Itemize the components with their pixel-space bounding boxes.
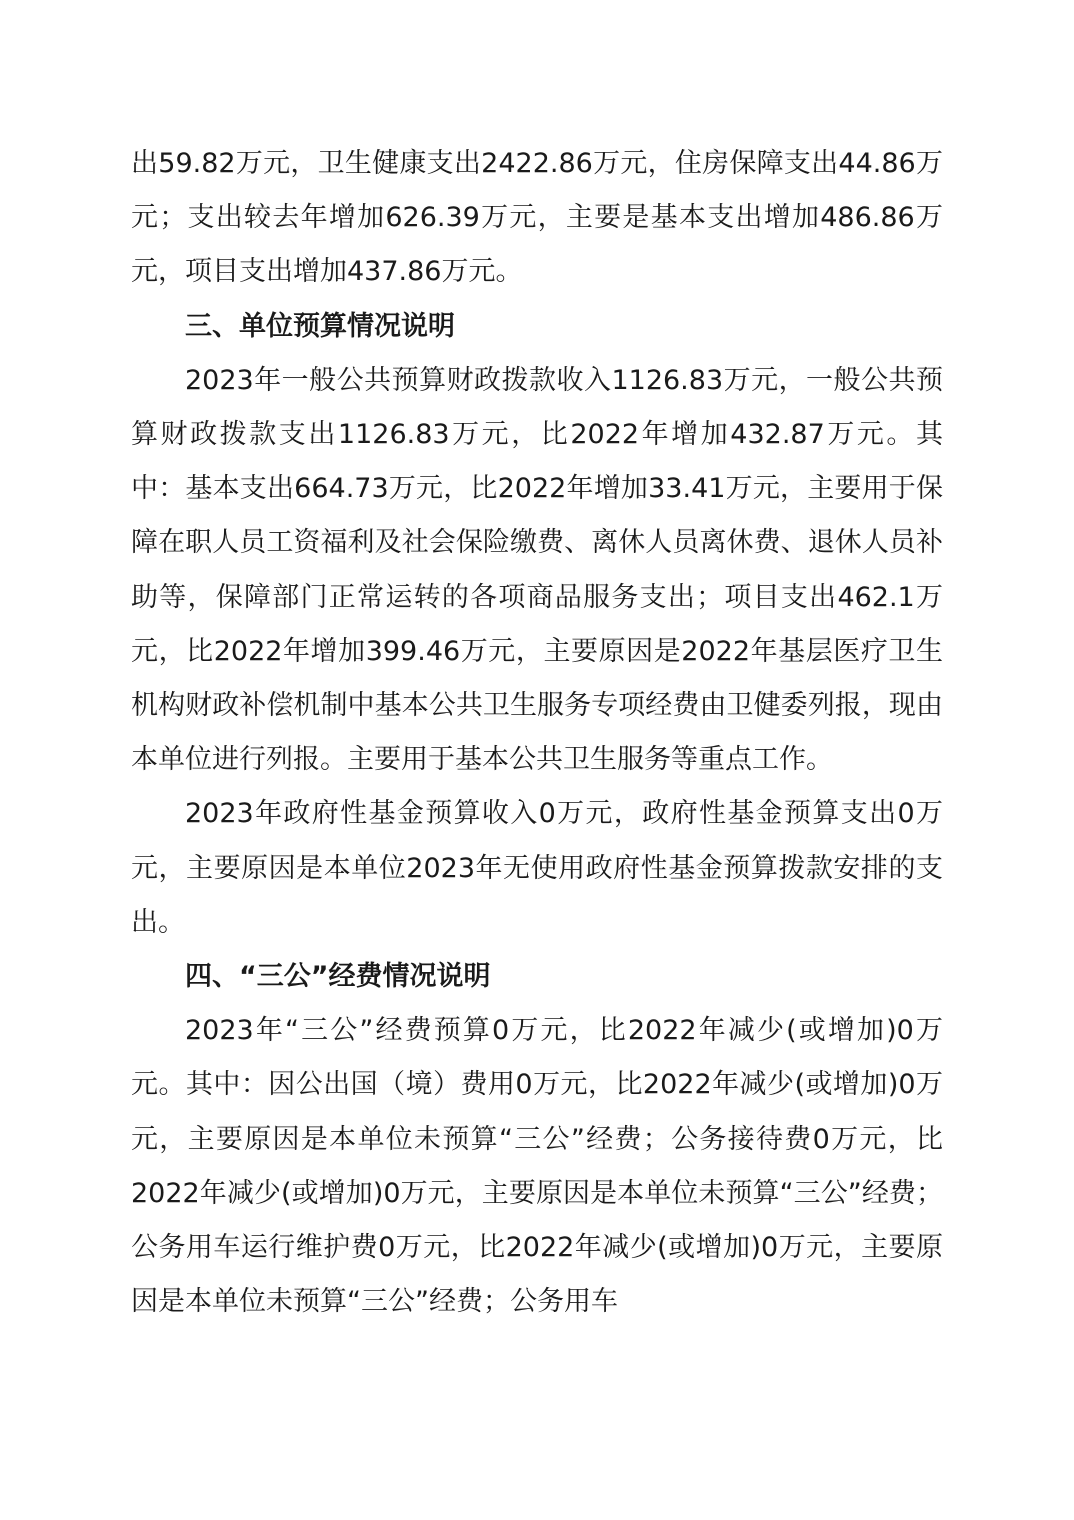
section-heading-unit-budget: 三、单位预算情况说明 bbox=[185, 310, 455, 342]
section-heading-three-public-expenses: 四、“三公”经费情况说明 bbox=[185, 961, 491, 993]
paragraph-general-budget: 2023年一般公共预算财政拨款收入1126.83万元，一般公共预算财政拨款支出1126.83万元，比2022年增加432.87万元。其中：基本支出664.73万元，比2022年增加33.41万元，主要用于保障在职人员工资福利及社会保险缴费、离休人员离休费、退休人员补助等，保障部门正常运转的各项商品服务支出；项目支出462.1万元，比2022年增加399.46万元，主要原因是2022年基层医疗卫生机构财政补偿机制中基本公共卫生服务专项经费由卫健委列报，现由本单位进行列报。主要用于基本公共卫生服务等重点工作。 bbox=[131, 364, 943, 776]
document-body bbox=[131, 137, 943, 1329]
paragraph-three-public-expenses: 2023年“三公”经费预算0万元，比2022年减少(或增加)0万元。其中：因公出国（境）费用0万元，比2022年减少(或增加)0万元，主要原因是本单位未预算“三公”经费；公务接待费0万元，比2022年减少(或增加)0万元，主要原因是本单位未预算“三公”经费；公务用车运行维护费0万元，比2022年减少(或增加)0万元，主要原因是本单位未预算“三公”经费；公务用车 bbox=[131, 1015, 943, 1318]
paragraph-government-fund: 2023年政府性基金预算收入0万元，政府性基金预算支出0万元，主要原因是本单位2023年无使用政府性基金预算拨款安排的支出。 bbox=[131, 798, 943, 938]
paragraph-continuation: 出59.82万元，卫生健康支出2422.86万元，住房保障支出44.86万元；支出较去年增加626.39万元，主要是基本支出增加486.86万元，项目支出增加437.86万元。 bbox=[131, 148, 943, 288]
